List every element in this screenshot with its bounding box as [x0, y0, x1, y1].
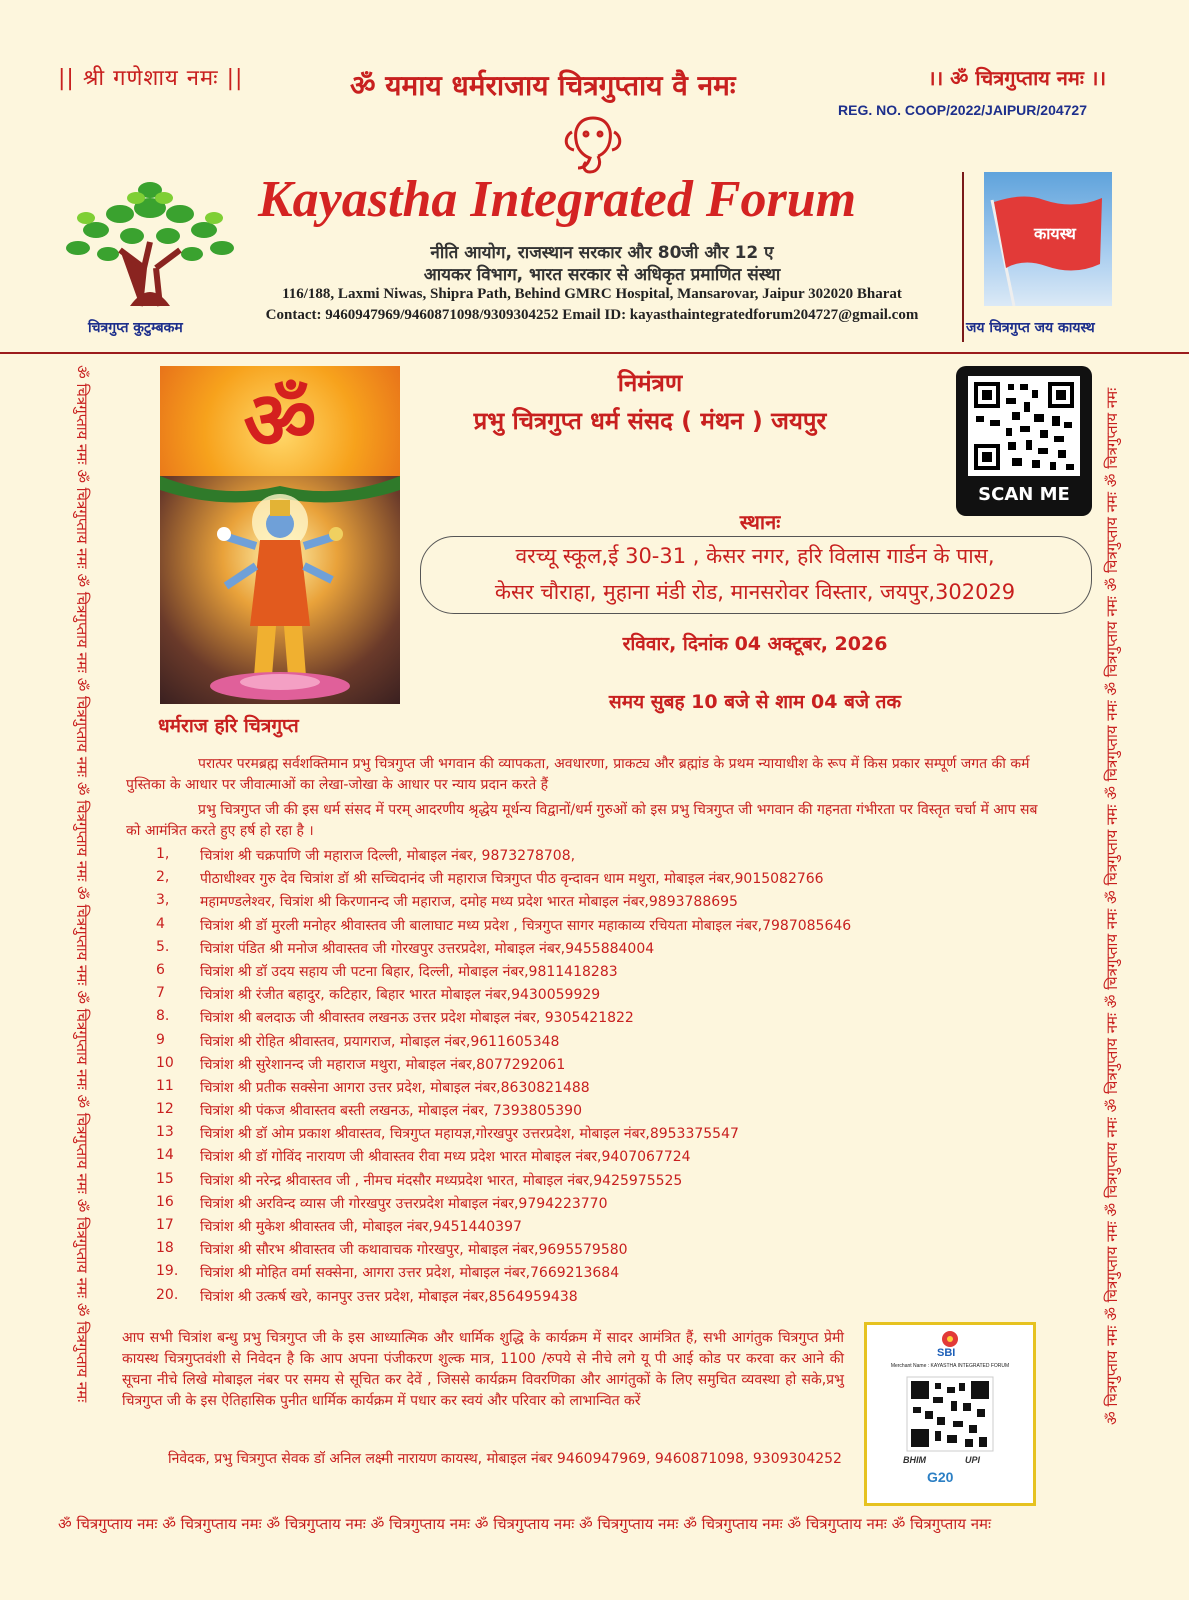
list-item: [156, 1008, 1056, 1031]
venue-label: स्थानः: [739, 510, 781, 534]
list-item: [156, 1263, 1056, 1286]
list-item-number: 2,: [156, 869, 170, 886]
list-item-number: 20.: [156, 1286, 179, 1303]
closing-paragraph: आप सभी चित्रांश बन्धु प्रभु चित्रगुप्त जी के इस आध्यात्मिक और धार्मिक शुद्धि के कार्यक्रम में सादर आमंत्रित हैं, सभी आगंतुक चित्रगुप्त प्रेमी कायस्थ चित्रगुप्तवंशी से निवेदन है कि आप अपना पंजीकरण शुल्क मात्र, 1100 /रुपये से नीचे लगे यू पी आई कोड पर करवा कर आने की सूचना नीचे लिखे मोबाइल नंबर पर समय से सूचित कर देवें , जिससे कार्यक्रम विवरणिका और आगंतुकों के लिए समुचित व्यवस्था हो सके,प्रभु चित्रगुप्त जी के इस ऐतिहासिक पुनीत धार्मिक कार्यक्रम में पधार कर स्वयं और परिवार को लाभान्वित करें: [122, 1330, 844, 1409]
list-item-text: चित्रांश श्री रोहित श्रीवास्तव, प्रयागराज, मोबाइल नंबर,9611605348: [200, 1033, 560, 1050]
list-item: [156, 1124, 1056, 1147]
list-item-text: चित्रांश श्री सुरेशानन्द जी महाराज मथुरा, मोबाइल नंबर,8077292061: [200, 1056, 566, 1073]
list-item: [156, 869, 1056, 892]
list-item-number: 6: [156, 961, 165, 978]
tree-logo-icon: [60, 178, 240, 310]
intro-paragraph-2: प्रभु चित्रगुप्त जी की इस धर्म संसद में परम् आदरणीय श्रृद्धेय मूर्धन्य विद्वानों/धर्म गुरुओं को इस प्रभु चित्रगुप्त जी भगवान की गहनता गंभीरता पर विस्तृत चर्चा में आप सब को आमंत्रित करते हुए हर्ष हो रहा है ।: [126, 802, 1038, 839]
list-item: [156, 1078, 1056, 1101]
registration-number: REG. NO. COOP/2022/JAIPUR/204727: [838, 102, 1087, 118]
ganesh-invocation: || श्री गणेशाय नमः ||: [58, 66, 244, 91]
header-rule: [0, 352, 1189, 354]
list-item: [156, 892, 1056, 915]
bhim-label: BHIM: [903, 1455, 926, 1465]
list-item-text: चित्रांश श्री डॉ गोविंद नारायण जी श्रीवास्तव रीवा मध्य प्रदेश भारत मोबाइल नंबर,9407067724: [200, 1149, 691, 1166]
list-item: [156, 1101, 1056, 1124]
list-item-text: चित्रांश श्री डॉ उदय सहाय जी पटना बिहार, दिल्ली, मोबाइल नंबर,9811418283: [200, 963, 618, 980]
main-invocation: ॐ यमाय धर्मराजाय चित्रगुप्ताय वै नमः: [350, 69, 736, 102]
list-item: [156, 1240, 1056, 1263]
deity-caption: धर्मराज हरि चित्रगुप्त: [158, 715, 299, 737]
list-item-number: 19.: [156, 1263, 179, 1280]
list-item-text: चित्रांश श्री मोहित वर्मा सक्सेना, आगरा उत्तर प्रदेश, मोबाइल नंबर,7669213684: [200, 1265, 620, 1282]
list-item-text: चित्रांश श्री मुकेश श्रीवास्तव जी, मोबाइल नंबर,9451440397: [200, 1219, 522, 1235]
list-item: [156, 1194, 1056, 1217]
invitation-title: निमंत्रण: [617, 369, 683, 397]
list-item-text: चित्रांश श्री अरविन्द व्यास जी गोरखपुर उत्तरप्रदेश मोबाइल नंबर,9794223770: [200, 1195, 608, 1212]
address: 116/188, Laxmi Niwas, Shipra Path, Behind GMRC Hospital, Mansarovar, Jaipur 302020 Bharat: [282, 286, 902, 302]
list-item: [156, 1171, 1056, 1194]
bottom-mantra-strip: ॐ चित्रगुप्ताय नमः ॐ चित्रगुप्ताय नमः ॐ चित्रगुप्ताय नमः ॐ चित्रगुप्ताय नमः ॐ चित्रगुप्ताय नमः ॐ चित्रगुप्ताय नमः ॐ चित्रगुप्ताय नमः ॐ चित्रगुप्ताय नमः ॐ चित्रगुप्ताय नमः: [58, 1515, 992, 1533]
list-item-number: 15: [156, 1170, 174, 1187]
list-item-text: चित्रांश श्री प्रतीक सक्सेना आगरा उत्तर प्रदेश, मोबाइल नंबर,8630821488: [200, 1079, 590, 1096]
list-item-text: चित्रांश श्री डॉ ओम प्रकाश श्रीवास्तव, चित्रगुप्त महायज्ञ,गोरखपुर उत्तरप्रदेश, मोबाइल नंबर,8953375547: [200, 1126, 739, 1143]
upi-label: UPI: [965, 1455, 981, 1465]
flag-text: कायस्थ: [1034, 224, 1076, 243]
qr-code-icon: [968, 376, 1080, 476]
event-time: समय सुबह 10 बजे से शाम 04 बजे तक: [608, 691, 902, 713]
list-item: [156, 939, 1056, 962]
list-item: [156, 1217, 1056, 1240]
signature: निवेदक, प्रभु चित्रगुप्त सेवक डॉ अनिल लक्ष्मी नारायण कायस्थ, मोबाइल नंबर 9460947969, 9460871098, 9309304252: [168, 1451, 842, 1467]
list-item-number: 14: [156, 1147, 174, 1164]
list-item-text: चित्रांश श्री डॉ मुरली मनोहर श्रीवास्तव जी बालाघाट मध्य प्रदेश , चित्रगुप्त सागर महाकाव्य रचियता मोबाइल नंबर,7987085646: [200, 917, 852, 934]
sbi-label: SBI: [937, 1347, 956, 1359]
list-item-number: 11: [156, 1077, 174, 1094]
list-item: [156, 962, 1056, 985]
chitragupt-invocation: ।। ॐ चित्रगुप्ताय नमः ।।: [928, 66, 1107, 90]
invitation-subtitle: प्रभु चित्रगुप्त धर्म संसद ( मंथन ) जयपुर: [473, 407, 827, 435]
speaker-list: [156, 846, 1056, 1310]
list-item-number: 1,: [156, 846, 170, 862]
list-item: [156, 916, 1056, 939]
list-item-text: चित्रांश श्री पंकज श्रीवास्तव बस्ती लखनऊ, मोबाइल नंबर, 7393805390: [200, 1103, 582, 1120]
list-item-text: चित्रांश श्री उत्कर्ष खरे, कानपुर उत्तर प्रदेश, मोबाइल नंबर,8564959438: [200, 1288, 578, 1305]
list-item: [156, 1147, 1056, 1170]
right-mantra-strip: ॐ चित्रगुप्ताय नमः ॐ चित्रगुप्ताय नमः ॐ चित्रगुप्ताय नमः ॐ चित्रगुप्ताय नमः ॐ चित्रगुप्ताय नमः ॐ चित्रगुप्ताय नमः ॐ चित्रगुप्ताय नमः ॐ चित्रगुप्ताय नमः ॐ चित्रगुप्ताय नमः ॐ चित्रगुप्ताय नमः: [1103, 387, 1121, 1425]
ganesh-icon: [562, 112, 624, 178]
header-divider: [962, 172, 964, 342]
om-icon: ॐ: [243, 374, 317, 467]
list-item-text: चित्रांश श्री सौरभ श्रीवास्तव जी कथावाचक गोरखपुर, मोबाइल नंबर,9695579580: [200, 1242, 628, 1259]
list-item-number: 17: [156, 1217, 174, 1233]
list-item-number: 10: [156, 1054, 174, 1071]
left-mantra-strip: ॐ चित्रगुप्ताय नमः ॐ चित्रगुप्ताय नमः ॐ चित्रगुप्ताय नमः ॐ चित्रगुप्ताय नमः ॐ चित्रगुप्ताय नमः ॐ चित्रगुप्ताय नमः ॐ चित्रगुप्ताय नमः ॐ चित्रगुप्ताय नमः ॐ चित्रगुप्ताय नमः ॐ चित्रगुप्ताय नमः: [73, 365, 91, 1403]
list-item-number: 3,: [156, 892, 170, 909]
list-item-number: 12: [156, 1101, 174, 1118]
g20-label: G20: [927, 1469, 954, 1485]
venue-line-2: केसर चौराहा, मुहाना मंडी रोड, मानसरोवर विस्तार, जयपुर,302029: [494, 580, 1016, 604]
list-item-number: 8.: [156, 1008, 170, 1025]
qr-code[interactable]: [956, 366, 1092, 516]
list-item-text: पीठाधीश्वर गुरु देव चित्रांश डॉ श्री सच्चिदानंद जी महाराज चित्रगुप्त पीठ वृन्दावन धाम मथुरा, मोबाइल नंबर,9015082766: [200, 871, 824, 888]
list-item-number: 5.: [156, 938, 170, 955]
list-item: [156, 846, 1056, 869]
flag-image: [984, 172, 1112, 306]
list-item-number: 18: [156, 1240, 174, 1257]
intro-paragraph-1: परात्पर परमब्रह्म सर्वशक्तिमान प्रभु चित्रगुप्त जी भगवान की व्यापकता, अवधारणा, प्राकट्य और ब्रह्मांड के प्रथम न्यायाधीश के रूप में किस प्रकार सम्पूर्ण जगत की कर्म पुस्तिका के आधार पर जीवात्माओं का लेखा-जोखा के आधार पर न्याय प्रदान करते हैं: [126, 756, 1030, 793]
list-item-number: 7: [156, 985, 165, 1002]
list-item: [156, 1032, 1056, 1055]
scan-me-label: SCAN ME: [978, 484, 1070, 505]
list-item-text: चित्रांश श्री रंजीत बहादुर, कटिहार, बिहार भारत मोबाइल नंबर,9430059929: [200, 987, 601, 1004]
list-item-text: चित्रांश श्री चक्रपाणि जी महाराज दिल्ली, मोबाइल नंबर, 9873278708,: [200, 848, 576, 864]
deity-figure-icon: [160, 476, 400, 704]
list-item-text: चित्रांश श्री बलदाऊ जी श्रीवास्तव लखनऊ उत्तर प्रदेश मोबाइल नंबर, 9305421822: [200, 1010, 634, 1027]
upi-payment-card[interactable]: [864, 1322, 1036, 1506]
venue-line-1: वरच्यू स्कूल,ई 30-31 , केसर नगर, हरि विलास गार्डन के पास,: [515, 544, 995, 568]
tagline-line-2: आयकर विभाग, भारत सरकार से अधिकृत प्रमाणित संस्था: [423, 265, 781, 285]
list-item-number: 16: [156, 1193, 174, 1210]
list-item-text: चित्रांश पंडित श्री मनोज श्रीवास्तव जी गोरखपुर उत्तरप्रदेश, मोबाइल नंबर,9455884004: [200, 940, 655, 957]
deity-image: [160, 366, 400, 704]
list-item-number: 9: [156, 1031, 165, 1048]
contact-line: Contact: 9460947969/9460871098/9309304252 Email ID: kayasthaintegratedforum204727@gmail.com: [265, 307, 919, 323]
list-item: [156, 1287, 1056, 1310]
flag-caption: जय चित्रगुप्त जय कायस्थ: [966, 320, 1095, 336]
merchant-name: Merchant Name : KAYASTHA INTEGRATED FORUM: [890, 1363, 1010, 1369]
list-item: [156, 1055, 1056, 1078]
list-item: [156, 985, 1056, 1008]
list-item-text: महामण्डलेश्वर, चित्रांश श्री किरणानन्द जी महाराज, दमोह मध्य प्रदेश भारत मोबाइल नंबर,9893788695: [200, 894, 738, 911]
event-date: रविवार, दिनांक 04 अक्टूबर, 2026: [622, 633, 888, 655]
list-item-number: 13: [156, 1124, 174, 1141]
list-item-text: चित्रांश श्री नरेन्द्र श्रीवास्तव जी , नीमच मंदसौर मध्यप्रदेश भारत, मोबाइल नंबर,9425975525: [200, 1172, 683, 1189]
org-name: Kayastha Integrated Forum: [258, 171, 857, 228]
tree-caption: चित्रगुप्त कुटुम्बकम: [88, 320, 183, 336]
tagline-line-1: नीति आयोग, राजस्थान सरकार और 80जी और 12 ए: [430, 243, 774, 263]
list-item-number: 4: [156, 915, 165, 932]
